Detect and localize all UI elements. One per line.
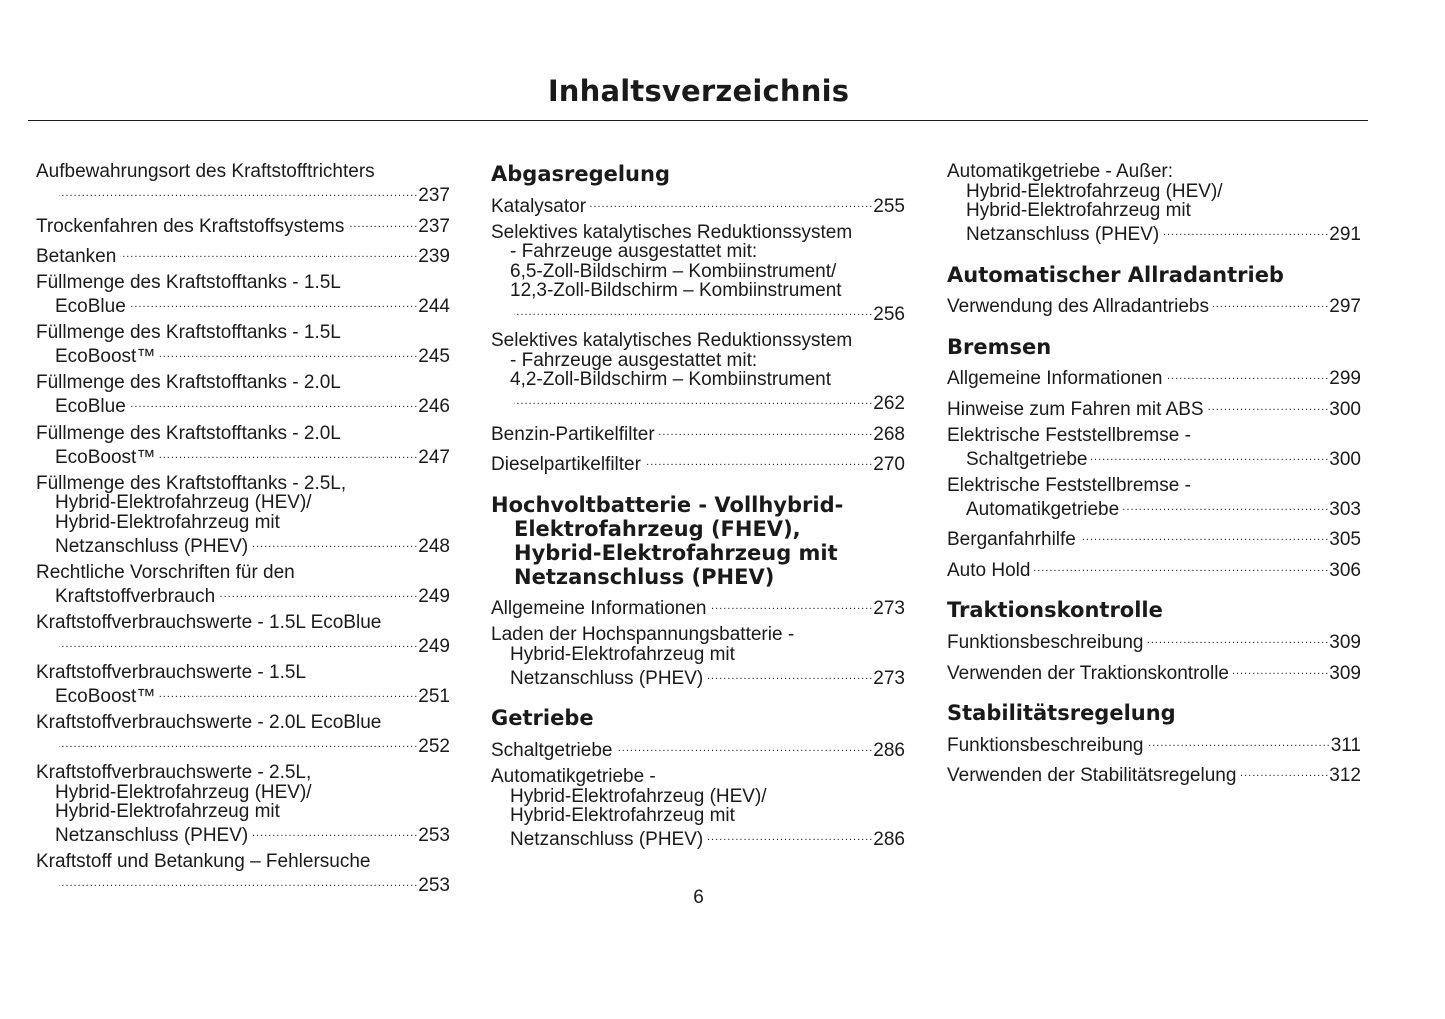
toc-entry-title: Allgemeine Informationen [491,598,707,620]
toc-entry-title: Trockenfahren des Kraftstoffsystems [36,215,345,237]
toc-entry-title-line: Kraftstoff und Betankung – Fehlersuche [36,852,371,872]
toc-entry[interactable] [36,424,450,468]
toc-entry-title-line: Aufbewahrungsort des Kraftstofftrichters [36,162,375,182]
toc-entry-title-line: Kraftstoffverbrauchswerte - 2.5L, [36,763,312,783]
toc-entry[interactable] [491,192,905,216]
section-heading [947,598,1361,622]
toc-entry-title: Kraftstoffverbrauch [55,585,216,607]
toc-entry[interactable] [36,763,450,846]
toc-leader-line [491,192,905,216]
toc-page-number: 299 [1329,368,1361,389]
toc-column-1 [36,162,450,902]
toc-entry[interactable] [947,628,1361,652]
toc-entry[interactable] [491,595,905,619]
toc-entry[interactable] [36,243,450,267]
section-heading [491,162,905,186]
section-heading-line: Netzanschluss (PHEV) [514,564,775,589]
dot-leader [1123,495,1329,515]
section-heading-line: Hybrid-Elektrofahrzeug mit [514,540,838,565]
dot-leader [1213,293,1329,313]
toc-leader-line [491,736,905,760]
dot-leader [59,632,418,652]
toc-entry-title: Benzin-Partikelfilter [491,423,655,445]
toc-entry-title: Hinweise zum Fahren mit ABS [947,398,1204,420]
dot-leader [590,192,873,212]
toc-page-number: 244 [418,296,450,318]
toc-entry-title-line: Automatikgetriebe - [491,767,656,787]
dot-leader [1147,628,1329,648]
toc-entry[interactable] [36,613,450,657]
toc-entry-title-line: Rechtliche Vorschriften für den [36,562,295,583]
toc-leader-line [947,293,1361,317]
toc-leader-line [36,293,450,317]
toc-entry-title-line: Elektrische Feststellbremse - [947,425,1191,446]
toc-entry[interactable] [36,212,450,236]
toc-leader-line [947,762,1361,786]
toc-entry-title-line: Füllmenge des Kraftstofftanks - 2.0L [36,373,341,393]
toc-entry-title: Netzanschluss (PHEV) [966,224,1160,245]
section-heading-line: Abgasregelung [491,162,670,186]
toc-leader-line [491,664,905,688]
toc-page-number: 309 [1329,631,1361,653]
toc-entry-title: Verwendung des Allradantriebs [947,296,1209,317]
toc-leader-line [491,826,905,850]
toc-entry-title: Verwenden der Traktionskontrolle [947,662,1229,684]
toc-entry-title-line: Hybrid-Elektrofahrzeug mit [510,806,735,826]
toc-entry-title-line: Füllmenge des Kraftstofftanks - 1.5L [36,273,341,293]
toc-leader-line [947,495,1361,519]
toc-leader-line [36,532,450,556]
toc-entry-title-line: Selektives katalytisches Reduktionssystem [491,222,853,243]
toc-page-number: 252 [418,736,450,758]
toc-entry[interactable] [36,162,450,206]
toc-entry-title-line: Füllmenge des Kraftstofftanks - 2.0L [36,423,341,444]
dot-leader [59,733,418,753]
dot-leader [1208,395,1330,415]
dot-leader [159,443,418,463]
toc-leader-line [947,445,1361,469]
toc-page-number: 251 [418,685,450,707]
dot-leader [514,390,873,410]
toc-leader-line [947,628,1361,652]
toc-entry[interactable] [36,273,450,317]
toc-entry[interactable] [491,451,905,475]
title-divider [28,120,1368,121]
dot-leader [219,582,418,602]
toc-entry-title-line: Kraftstoffverbrauchswerte - 1.5L EcoBlue [36,612,382,633]
toc-leader-line [947,221,1361,245]
toc-entry-title-line: Hybrid-Elektrofahrzeug (HEV)/ [510,786,767,807]
toc-entry-title: Berganfahrhilfe [947,529,1076,551]
toc-leader-line [36,682,450,706]
toc-entry-title-line: Kraftstoffverbrauchswerte - 1.5L [36,662,306,683]
toc-entry[interactable] [947,476,1361,520]
toc-entry[interactable] [947,426,1361,470]
dot-leader [1163,221,1329,241]
toc-page-number: 286 [873,739,905,761]
dot-leader [1091,445,1329,465]
section-heading-line: Stabilitätsregelung [947,701,1176,726]
dot-leader [710,595,873,615]
toc-page-number: 262 [873,393,905,415]
toc-entry-title: EcoBlue [55,396,126,418]
toc-leader-line [947,731,1361,755]
toc-leader-line [36,443,450,467]
toc-page-number: 247 [418,446,450,468]
section-heading-line: Traktionskontrolle [947,598,1163,623]
toc-entry-title: Schaltgetriebe [966,448,1088,470]
toc-leader-line [947,365,1361,389]
toc-entry-title-line: Selektives katalytisches Reduktionssystem [491,331,853,351]
toc-page-number: 306 [1329,559,1361,581]
toc-leader-line [947,556,1361,580]
toc-entry-title-line: Hybrid-Elektrofahrzeug (HEV)/ [55,782,312,803]
dot-leader [645,451,873,471]
toc-page-number: 239 [418,246,450,268]
toc-entry-title: EcoBoost™ [55,346,156,368]
toc-entry-title-line: Hybrid-Elektrofahrzeug mit [510,644,735,665]
toc-page-number: 246 [418,396,450,418]
dot-leader [1233,659,1329,679]
toc-leader-line [947,526,1361,550]
toc-leader-line [36,822,450,846]
toc-entry-title-line: 4,2-Zoll-Bildschirm – Kombiinstrument [510,370,831,390]
toc-entry[interactable] [36,474,450,557]
dot-leader [707,826,873,846]
toc-entry[interactable] [947,526,1361,550]
toc-page-number: 305 [1329,529,1361,551]
section-heading-line: Bremsen [947,334,1052,359]
toc-entry-title: EcoBlue [55,296,126,318]
toc-page-number: 245 [418,346,450,368]
toc-entry-title-line: Hybrid-Elektrofahrzeug mit [55,512,280,533]
toc-page-number: 253 [418,825,450,847]
toc-page-number: 303 [1329,498,1361,520]
toc-page-number: 312 [1329,765,1361,787]
toc-page-number: 309 [1329,662,1361,684]
toc-entry-title: Funktionsbeschreibung [947,734,1144,756]
toc-entry-title-line: 6,5-Zoll-Bildschirm – Kombiinstrument/ [510,261,837,282]
toc-entry[interactable] [36,713,450,757]
page-title: Inhaltsverzeichnis [547,74,850,108]
toc-page-number: 273 [873,598,905,620]
toc-leader-line [36,243,450,267]
toc-entry[interactable] [947,556,1361,580]
toc-entry-title: Netzanschluss (PHEV) [510,667,704,689]
toc-column-2 [491,162,905,856]
toc-entry-title-line: - Fahrzeuge ausgestattet mit: [510,350,758,371]
toc-entry-title-line: 12,3-Zoll-Bildschirm – Kombiinstrument [510,281,842,301]
toc-entry[interactable] [36,373,450,417]
section-heading-line: Hochvoltbatterie - Vollhybrid- [491,492,844,517]
dot-leader [252,532,418,552]
toc-entry[interactable] [36,663,450,707]
dot-leader [707,664,873,684]
toc-entry[interactable] [947,731,1361,755]
toc-entry[interactable] [947,762,1361,786]
toc-page-number: 249 [418,585,450,607]
toc-entry-title: Dieselpartikelfilter [491,454,641,476]
dot-leader [252,822,418,842]
section-heading [947,335,1361,359]
toc-entry-title-line: Füllmenge des Kraftstofftanks - 2.5L, [36,473,347,494]
toc-entry[interactable] [947,659,1361,683]
section-heading [947,701,1361,725]
section-heading-line: Elektrofahrzeug (FHEV), [514,516,801,541]
toc-entry[interactable] [36,563,450,607]
toc-leader-line [36,212,450,236]
toc-entry-title-line: Füllmenge des Kraftstofftanks - 1.5L [36,323,341,343]
toc-page-number: 300 [1329,448,1361,470]
toc-entry[interactable] [947,162,1361,245]
toc-entry[interactable] [947,365,1361,389]
toc-entry-title-line: Kraftstoffverbrauchswerte - 2.0L EcoBlue [36,713,382,733]
dot-leader [1240,762,1329,782]
section-heading [947,263,1361,287]
toc-page-number: 273 [873,667,905,689]
toc-leader-line [36,632,450,656]
toc-page-number: 291 [1329,224,1361,245]
toc-entry-title: Katalysator [491,195,587,217]
toc-entry[interactable] [947,293,1361,317]
toc-page-number: 297 [1329,296,1361,317]
toc-leader-line [36,582,450,606]
dot-leader [1034,556,1329,576]
toc-entry-title: Funktionsbeschreibung [947,631,1144,653]
toc-entry[interactable] [491,223,905,325]
toc-leader-line [36,343,450,367]
toc-page-number: 300 [1329,398,1361,420]
toc-leader-line [491,301,905,325]
section-heading [491,493,905,589]
dot-leader [1166,365,1329,385]
toc-page-number: 286 [873,829,905,851]
toc-page-number: 256 [873,304,905,326]
toc-page-number: 248 [418,535,450,557]
toc-leader-line [491,390,905,414]
dot-leader [616,736,873,756]
toc-entry-title: Netzanschluss (PHEV) [510,829,704,851]
dot-leader [59,182,418,202]
section-heading-line: Getriebe [491,706,594,731]
toc-page-number: 237 [418,185,450,206]
dot-leader [120,243,418,263]
toc-entry-title: Automatikgetriebe [966,498,1120,520]
toc-entry[interactable] [491,331,905,414]
toc-leader-line [491,420,905,444]
toc-leader-line [491,595,905,619]
toc-entry-title-line: Laden der Hochspannungsbatterie - [491,625,795,645]
toc-entry[interactable] [36,323,450,367]
toc-column-3 [947,162,1361,792]
toc-entry-title: Netzanschluss (PHEV) [55,825,249,847]
toc-entry-title: EcoBoost™ [55,446,156,468]
toc-entry-title-line: Automatikgetriebe - Außer: [947,162,1173,182]
dot-leader [159,343,418,363]
toc-page-number: 311 [1330,734,1361,756]
toc-entry[interactable] [491,736,905,760]
dot-leader [130,293,419,313]
toc-page-number: 249 [418,635,450,657]
section-heading-line: Automatischer Allradantrieb [947,262,1284,287]
toc-entry[interactable] [947,395,1361,419]
toc-entry-title-line: - Fahrzeuge ausgestattet mit: [510,242,758,262]
toc-page-number: 255 [873,195,905,217]
dot-leader [659,420,874,440]
toc-entry[interactable] [491,420,905,444]
toc-leader-line [947,659,1361,683]
toc-entry-title: Netzanschluss (PHEV) [55,535,249,557]
toc-entry-title-line: Hybrid-Elektrofahrzeug (HEV)/ [55,493,312,513]
dot-leader [514,301,873,321]
toc-leader-line [36,393,450,417]
toc-entry-title: Verwenden der Stabilitätsregelung [947,765,1237,787]
toc-entry-title: Allgemeine Informationen [947,368,1163,389]
toc-entry-title: Betanken [36,246,117,268]
toc-leader-line [491,451,905,475]
toc-leader-line [947,395,1361,419]
toc-page-number: 237 [418,215,450,237]
toc-entry-title: Schaltgetriebe [491,739,613,761]
page-number: 6 [693,887,704,908]
toc-page-number: 268 [873,423,905,445]
dot-leader [348,212,418,232]
dot-leader [1080,526,1329,546]
toc-entry-title-line: Hybrid-Elektrofahrzeug mit [55,802,280,822]
toc-page-number: 270 [873,454,905,476]
toc-entry[interactable] [491,625,905,688]
dot-leader [130,393,419,413]
toc-entry-title: EcoBoost™ [55,685,156,707]
toc-entry-title-line: Hybrid-Elektrofahrzeug (HEV)/ [966,181,1223,201]
toc-page-number: 253 [418,875,450,897]
section-heading [491,706,905,730]
toc-entry-title-line: Hybrid-Elektrofahrzeug mit [966,201,1191,221]
dot-leader [1147,731,1330,751]
toc-entry-title-line: Elektrische Feststellbremse - [947,475,1191,496]
dot-leader [159,682,418,702]
toc-leader-line [36,733,450,757]
toc-entry-title: Auto Hold [947,559,1031,581]
toc-entry[interactable] [491,767,905,850]
toc-leader-line [36,182,450,206]
